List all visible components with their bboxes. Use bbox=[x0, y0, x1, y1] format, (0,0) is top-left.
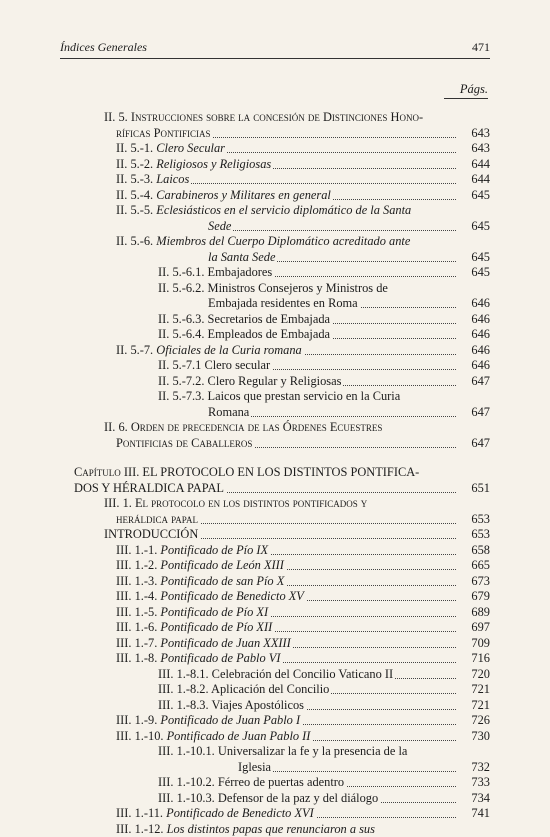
toc-entry-title bbox=[116, 172, 191, 188]
toc-text: Pontificias de Caballeros bbox=[116, 436, 252, 450]
toc-entry bbox=[60, 343, 490, 359]
toc-text: II. 6. bbox=[104, 420, 131, 434]
toc-text: III. 1.-3. bbox=[116, 574, 160, 588]
toc-text: Pontificado de Juan Pablo II bbox=[167, 729, 311, 743]
toc-text: III. 1.-11. bbox=[116, 806, 166, 820]
toc-text: Pontificado de Benedicto XVI bbox=[166, 806, 314, 820]
toc-entry bbox=[60, 729, 490, 745]
toc-entry-title bbox=[116, 729, 312, 745]
toc-entry-title bbox=[238, 760, 273, 776]
toc-entry bbox=[60, 543, 490, 559]
toc-entry-title bbox=[116, 543, 270, 559]
toc-entry-title bbox=[116, 203, 413, 219]
toc-text: Oficiales de la Curia romana bbox=[156, 343, 301, 357]
toc-text: II. 5.-7.1 Clero secular bbox=[158, 358, 270, 372]
toc-page-number: 645 bbox=[458, 188, 490, 204]
toc-entry-title bbox=[116, 806, 316, 822]
toc-entry bbox=[60, 420, 490, 436]
toc-text: II. 5.-7. bbox=[116, 343, 156, 357]
toc-text: III. EL PROTOCOLO EN LOS DISTINTOS PONTIFICA- bbox=[121, 465, 420, 479]
toc-text: III. 1.-2. bbox=[116, 558, 160, 572]
toc-text: II. 5.-7.2. Clero Regular y Religiosas bbox=[158, 374, 341, 388]
toc-text: INTRODUCCIÓN bbox=[104, 527, 198, 541]
toc-entry bbox=[60, 234, 490, 250]
toc-text: Capítulo bbox=[74, 465, 121, 479]
toc-entry bbox=[60, 481, 490, 497]
page-number: 471 bbox=[472, 40, 490, 55]
toc-text: Miembros del Cuerpo Diplomático acreditado ante bbox=[156, 234, 410, 248]
toc-page-number: 643 bbox=[458, 141, 490, 157]
toc-entry-title bbox=[104, 420, 384, 436]
toc-text: Religiosos y Religiosas bbox=[156, 157, 271, 171]
toc-text: Laicos bbox=[156, 172, 189, 186]
toc-page-number: 643 bbox=[458, 126, 490, 142]
toc-entry-title bbox=[158, 358, 272, 374]
toc-page-number: 732 bbox=[458, 760, 490, 776]
toc-page-number: 647 bbox=[458, 374, 490, 390]
toc-entry bbox=[60, 188, 490, 204]
toc-entry bbox=[60, 405, 490, 421]
toc-entry-title bbox=[158, 312, 332, 328]
toc-text: DOS Y HÉRALDICA PAPAL bbox=[74, 481, 224, 495]
toc-entry-title bbox=[158, 744, 409, 760]
toc-page-number: 647 bbox=[458, 436, 490, 452]
toc-entry-title bbox=[116, 636, 293, 652]
toc-entry bbox=[60, 296, 490, 312]
toc-page-number: 646 bbox=[458, 296, 490, 312]
toc-text: Iglesia bbox=[238, 760, 271, 774]
toc-entry-title bbox=[116, 713, 302, 729]
toc-entry-title bbox=[116, 605, 270, 621]
toc-text: El protocolo en los distintos pontificados y bbox=[135, 496, 367, 510]
toc-text: Clero Secular bbox=[156, 141, 225, 155]
toc-entry bbox=[60, 496, 490, 512]
toc-text: II. 5.-6.1. Embajadores bbox=[158, 265, 272, 279]
toc-entry-title bbox=[116, 620, 274, 636]
toc-entry bbox=[60, 389, 490, 405]
toc-page-number: 673 bbox=[458, 574, 490, 590]
toc-text: III. 1.-8.3. Viajes Apostólicos bbox=[158, 698, 304, 712]
toc-text: II. 5.-4. bbox=[116, 188, 156, 202]
toc-entry bbox=[60, 312, 490, 328]
toc-entry-title bbox=[158, 389, 402, 405]
toc-entry bbox=[60, 698, 490, 714]
toc-entry-title bbox=[116, 822, 377, 837]
toc-page-number: 679 bbox=[458, 589, 490, 605]
toc-entry-title bbox=[116, 126, 213, 142]
toc-text: Pontificado de Pío XII bbox=[160, 620, 272, 634]
toc-text: Pontificado de Pío XI bbox=[160, 605, 268, 619]
toc-entry-title bbox=[116, 343, 304, 359]
toc-text: III. 1.-6. bbox=[116, 620, 160, 634]
toc-entry-title bbox=[208, 296, 360, 312]
toc-text: Pontificado de Juan XXIII bbox=[160, 636, 290, 650]
toc-entry bbox=[60, 219, 490, 235]
toc-text: Pontificado de Pablo VI bbox=[160, 651, 280, 665]
toc-text: III. 1.-10.1. Universalizar la fe y la presencia de la bbox=[158, 744, 407, 758]
toc-entry bbox=[60, 822, 490, 837]
toc-entry-title bbox=[158, 327, 332, 343]
toc-entry bbox=[60, 605, 490, 621]
toc-entry-title bbox=[116, 436, 254, 452]
toc-entry bbox=[60, 775, 490, 791]
toc-text: la Santa Sede bbox=[208, 250, 275, 264]
toc-entry-title bbox=[208, 405, 251, 421]
toc-page-number: 665 bbox=[458, 558, 490, 574]
toc-text: III. 1.-9. bbox=[116, 713, 160, 727]
toc-text: II. 5.-7.3. Laicos que prestan servicio en la Curia bbox=[158, 389, 400, 403]
toc-entry bbox=[60, 651, 490, 667]
pages-column-label: Págs. bbox=[460, 82, 488, 97]
toc-entry-title bbox=[158, 775, 346, 791]
toc-page-number: 644 bbox=[458, 172, 490, 188]
toc-entry bbox=[60, 791, 490, 807]
toc-page-number: 651 bbox=[458, 481, 490, 497]
toc-entry bbox=[60, 527, 490, 543]
toc-entry bbox=[60, 358, 490, 374]
toc-text: Pontificado de san Pío X bbox=[160, 574, 284, 588]
toc-entry-title bbox=[158, 698, 306, 714]
toc-page-number: 644 bbox=[458, 157, 490, 173]
toc-entry-title bbox=[116, 234, 412, 250]
toc-entry bbox=[60, 465, 490, 481]
toc-text: III. 1.-1. bbox=[116, 543, 160, 557]
toc-entry-title bbox=[116, 589, 306, 605]
toc-entry-title bbox=[158, 682, 331, 698]
toc-page-number: 709 bbox=[458, 636, 490, 652]
toc-page-number: 733 bbox=[458, 775, 490, 791]
toc-text: II. 5.-5. bbox=[116, 203, 156, 217]
toc-text: Pontificado de Juan Pablo I bbox=[160, 713, 300, 727]
toc-text: ríficas Pontificias bbox=[116, 126, 211, 140]
toc-page-number: 726 bbox=[458, 713, 490, 729]
toc-page-number: 734 bbox=[458, 791, 490, 807]
toc-text: II. 5.-2. bbox=[116, 157, 156, 171]
toc-page-number: 697 bbox=[458, 620, 490, 636]
toc-entry bbox=[60, 436, 490, 452]
toc-text: Pontificado de Pío IX bbox=[160, 543, 268, 557]
pages-column-rule bbox=[444, 98, 488, 99]
toc-text: III. 1.-5. bbox=[116, 605, 160, 619]
toc-text: II. 5.-6.3. Secretarios de Embajada bbox=[158, 312, 330, 326]
toc-entry bbox=[60, 636, 490, 652]
toc-entry bbox=[60, 760, 490, 776]
dot-leader bbox=[208, 229, 456, 231]
toc-text: II. 5.-6.2. Ministros Consejeros y Ministros de bbox=[158, 281, 388, 295]
toc-text: II. 5. bbox=[104, 110, 131, 124]
toc-entry-title bbox=[116, 558, 286, 574]
toc-page-number: 645 bbox=[458, 250, 490, 266]
toc-text: III. 1.-8.1. Celebración del Concilio Vaticano II bbox=[158, 667, 393, 681]
toc-text: Los distintos papas que renunciaron a sus bbox=[167, 822, 375, 836]
toc-text: Orden de precedencia de las Órdenes Ecuestres bbox=[131, 420, 383, 434]
toc-entry bbox=[60, 265, 490, 281]
toc-text: Instrucciones sobre la concesión de Distinciones Hono- bbox=[131, 110, 423, 124]
toc-text: III. 1. bbox=[104, 496, 135, 510]
toc-page-number: 721 bbox=[458, 698, 490, 714]
toc-entry-title bbox=[158, 281, 390, 297]
toc-entry bbox=[60, 744, 490, 760]
toc-page-number: 689 bbox=[458, 605, 490, 621]
toc-text: Sede bbox=[208, 219, 231, 233]
toc-entry-title bbox=[158, 374, 343, 390]
toc-entry bbox=[60, 713, 490, 729]
toc-entry-title bbox=[116, 512, 200, 528]
toc-entry-title bbox=[74, 481, 226, 497]
header-rule bbox=[60, 58, 490, 59]
toc-entry bbox=[60, 589, 490, 605]
toc-text: Embajada residentes en Roma bbox=[208, 296, 358, 310]
toc-page-number: 741 bbox=[458, 806, 490, 822]
toc-entry bbox=[60, 512, 490, 528]
toc-text: III. 1.-7. bbox=[116, 636, 160, 650]
toc-page-number: 720 bbox=[458, 667, 490, 683]
toc-page-number: 730 bbox=[458, 729, 490, 745]
toc-entry bbox=[60, 172, 490, 188]
toc-text: III. 1.-8. bbox=[116, 651, 160, 665]
toc-entry-title bbox=[208, 250, 277, 266]
toc-entry-title bbox=[104, 496, 369, 512]
toc-page-number: 653 bbox=[458, 512, 490, 528]
toc-entry bbox=[60, 281, 490, 297]
toc-text: II. 5.-3. bbox=[116, 172, 156, 186]
toc-text: III. 1.-10. bbox=[116, 729, 167, 743]
toc-page-number: 658 bbox=[458, 543, 490, 559]
toc-entry bbox=[60, 157, 490, 173]
toc-entry bbox=[60, 203, 490, 219]
toc-page-number: 646 bbox=[458, 343, 490, 359]
toc-text: II. 5.-1. bbox=[116, 141, 156, 155]
toc-page-number: 647 bbox=[458, 405, 490, 421]
toc-text: III. 1.-10.2. Férreo de puertas adentro bbox=[158, 775, 344, 789]
toc-text: Eclesiásticos en el servicio diplomático de la Santa bbox=[156, 203, 411, 217]
toc-text: Pontificado de León XIII bbox=[160, 558, 284, 572]
toc-page-number: 716 bbox=[458, 651, 490, 667]
section-gap bbox=[60, 451, 490, 465]
toc-entry-title bbox=[158, 791, 380, 807]
toc-entry-title bbox=[208, 219, 233, 235]
toc-text: heráldica papal bbox=[116, 512, 198, 526]
toc-entry bbox=[60, 667, 490, 683]
toc-page-number: 646 bbox=[458, 312, 490, 328]
toc-entry-title bbox=[116, 188, 333, 204]
toc-text: II. 5.-6.4. Empleados de Embajada bbox=[158, 327, 330, 341]
toc-text: Pontificado de Benedicto XV bbox=[160, 589, 303, 603]
toc-entry bbox=[60, 126, 490, 142]
toc-entry bbox=[60, 250, 490, 266]
table-of-contents bbox=[60, 110, 490, 837]
toc-entry bbox=[60, 110, 490, 126]
toc-entry bbox=[60, 574, 490, 590]
toc-entry bbox=[60, 374, 490, 390]
running-header bbox=[60, 40, 490, 58]
toc-entry-title bbox=[116, 651, 283, 667]
toc-entry bbox=[60, 806, 490, 822]
toc-text: III. 1.-10.3. Defensor de la paz y del diálogo bbox=[158, 791, 378, 805]
toc-text: Carabineros y Militares en general bbox=[156, 188, 331, 202]
toc-entry bbox=[60, 558, 490, 574]
toc-entry-title bbox=[74, 465, 421, 481]
toc-text: III. 1.-8.2. Aplicación del Concilio bbox=[158, 682, 329, 696]
toc-page-number: 646 bbox=[458, 358, 490, 374]
toc-page-number: 645 bbox=[458, 219, 490, 235]
toc-entry bbox=[60, 682, 490, 698]
toc-page-number: 645 bbox=[458, 265, 490, 281]
toc-text: III. 1.-4. bbox=[116, 589, 160, 603]
toc-entry-title bbox=[116, 574, 286, 590]
toc-entry bbox=[60, 327, 490, 343]
toc-entry-title bbox=[104, 110, 425, 126]
toc-entry-title bbox=[116, 157, 273, 173]
toc-entry-title bbox=[104, 527, 200, 543]
toc-page-number: 721 bbox=[458, 682, 490, 698]
toc-text: III. 1.-12. bbox=[116, 822, 167, 836]
running-header-title: Índices Generales bbox=[60, 40, 147, 55]
toc-entry-title bbox=[116, 141, 227, 157]
toc-entry-title bbox=[158, 667, 395, 683]
toc-entry bbox=[60, 620, 490, 636]
toc-entry-title bbox=[158, 265, 274, 281]
toc-page-number: 653 bbox=[458, 527, 490, 543]
toc-page-number: 646 bbox=[458, 327, 490, 343]
toc-text: II. 5.-6. bbox=[116, 234, 156, 248]
toc-text: Romana bbox=[208, 405, 249, 419]
toc-entry bbox=[60, 141, 490, 157]
